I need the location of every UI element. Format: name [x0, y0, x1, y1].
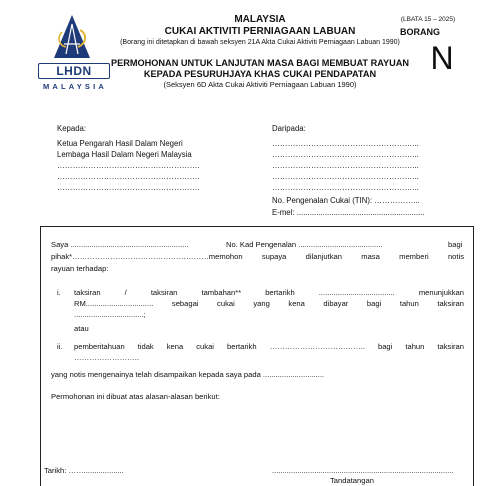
logo-lhdn-text: LHDN: [38, 63, 110, 79]
bagi-text: bagi: [448, 240, 463, 249]
to-blank-field[interactable]: ……………………………………………….: [57, 161, 200, 170]
reasons-label: Permohonan ini dibuat atas alasan-alasan berikut:: [51, 392, 220, 401]
from-label: Daripada:: [272, 124, 306, 133]
non-chargeable-year-field[interactable]: ……………………..: [74, 353, 139, 362]
pihak-field[interactable]: pihak*………………………………………………memohon supaya dilanjutkan masa memberi notis: [51, 252, 464, 261]
to-line2: Lembaga Hasil Dalam Negeri Malaysia: [57, 150, 192, 159]
to-blank-field[interactable]: ……………………………………………….: [57, 183, 200, 192]
assessment-year-field[interactable]: .................................;: [74, 310, 146, 319]
tin-field[interactable]: No. Pengenalan Cukai (TIN): ……………...: [272, 196, 420, 205]
ic-number-field[interactable]: No. Kad Pengenalan ........................................: [226, 240, 383, 249]
to-line1: Ketua Pengarah Hasil Dalam Negeri: [57, 139, 183, 148]
item-ii-marker: ii.: [57, 342, 63, 351]
item-i-marker: i.: [57, 288, 61, 297]
header-tax-name: CUKAI AKTIVITI PERNIAGAAN LABUAN: [164, 26, 356, 37]
from-blank-field[interactable]: ………………………………………………...: [272, 183, 419, 192]
from-blank-field[interactable]: ………………………………………………...: [272, 139, 419, 148]
form-title-line1: PERMOHONAN UNTUK LANJUTAN MASA BAGI MEMBUAT RAYUAN: [110, 58, 410, 68]
header-note: (Borang ini ditetapkan di bawah seksyen 21A Akta Cukai Aktiviti Perniagaan Labuan 1990): [120, 39, 400, 46]
signature-label: Tandatangan: [330, 476, 374, 485]
notice-served-field[interactable]: yang notis mengenainya telah disampaikan kepada saya pada .............................: [51, 370, 325, 379]
form-title-note: (Seksyen 6D Akta Cukai Aktiviti Perniagaan Labuan 1990): [163, 80, 357, 89]
assessment-line1[interactable]: taksiran / taksiran tambahan** bertarikh .................................... menunjukkan: [74, 288, 464, 297]
to-label: Kepada:: [57, 124, 87, 133]
form-title-line2: KEPADA PESURUHJAYA KHAS CUKAI PENDAPATAN: [143, 69, 377, 79]
non-chargeable-line1[interactable]: pemberitahuan tidak kena cukai bertarikh ……………………………….. bagi tahun taksiran: [74, 342, 464, 351]
to-blank-field[interactable]: ……………………………………………….: [57, 172, 200, 181]
from-blank-field[interactable]: ………………………………………………...: [272, 172, 419, 181]
from-blank-field[interactable]: ………………………………………………...: [272, 150, 419, 159]
form-reference: (LBATA 15 – 2025): [400, 16, 456, 23]
form-letter: N: [430, 40, 454, 76]
lhdn-emblem-icon: [52, 14, 92, 62]
saya-field[interactable]: Saya ........................................................: [51, 240, 189, 249]
logo-malaysia-text: MALAYSIA: [42, 82, 108, 91]
assessment-line2[interactable]: RM................................ sebagai cukai yang kena dibayar bagi tahun taksiran: [74, 299, 464, 308]
from-blank-field[interactable]: ………………………………………………...: [272, 161, 419, 170]
atau-text: atau: [74, 324, 89, 333]
rayuan-text: rayuan terhadap:: [51, 264, 109, 273]
signature-line[interactable]: ......................................................................................: [272, 466, 454, 475]
form-label: BORANG: [400, 27, 440, 37]
header-country: MALAYSIA: [234, 14, 286, 25]
email-field[interactable]: E-mel: ...........................................................: [272, 208, 425, 217]
date-field[interactable]: Tarikh: ……...................: [44, 466, 124, 475]
